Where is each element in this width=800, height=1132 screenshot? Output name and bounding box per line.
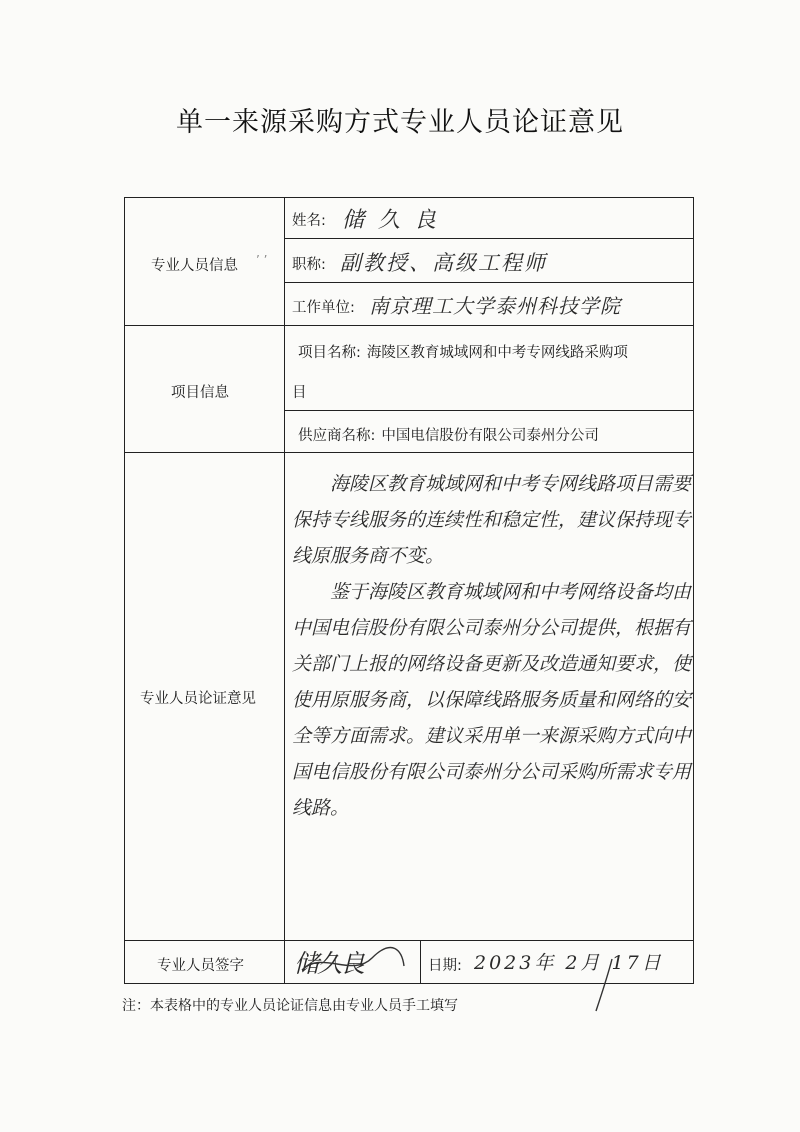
opinion-handwritten <box>292 466 692 826</box>
name-handwritten: 储久良 <box>342 208 451 233</box>
document-title: 单一来源采购方式专业人员论证意见 <box>176 107 624 138</box>
signature-handwritten: 储久良 <box>294 949 364 978</box>
name-label: 姓名: <box>292 213 326 229</box>
supplier-name-value: 中国电信股份有限公司泰州分公司 <box>381 428 599 444</box>
row-divider <box>284 410 694 411</box>
supplier-name-key: 供应商名称: <box>298 428 376 444</box>
title-handwritten: 副教授、高级工程师 <box>340 251 547 275</box>
work-unit-handwritten: 南京理工大学泰州科技学院 <box>369 294 621 318</box>
date-handwritten: 2023年 2月 17日 <box>474 952 664 974</box>
opinion-paragraph: 海陵区教育城域网和中考专网线路项目需要保持专线服务的连续性和稳定性，建议保持现专线原服务商不变。 <box>292 473 692 567</box>
row-divider <box>124 325 694 326</box>
column-divider <box>284 197 285 984</box>
date-label: 日期: <box>428 958 462 974</box>
row-divider <box>284 282 694 283</box>
footnote: 注：本表格中的专业人员论证信息由专业人员手工填写 <box>122 998 458 1014</box>
title-label: 职称: <box>292 257 326 273</box>
project-name-wrap: 目 <box>292 385 307 401</box>
supplier-row <box>298 424 599 445</box>
project-info-header: 项目信息 <box>171 385 229 401</box>
scan-specks: ’ ’ <box>256 253 268 267</box>
opinion-header: 专业人员论证意见 <box>140 691 256 707</box>
project-name-label <box>298 341 628 362</box>
row-divider <box>284 238 694 239</box>
row-divider <box>124 452 694 453</box>
column-divider <box>420 940 421 984</box>
signature-flourish <box>292 940 412 980</box>
expert-info-header: 专业人员信息 <box>151 258 238 274</box>
work-unit-label: 工作单位: <box>292 300 355 316</box>
project-name-value: 海陵区教育城域网和中考专网线路采购项 <box>366 345 628 361</box>
date-stroke <box>590 955 620 1015</box>
signature-header: 专业人员签字 <box>157 958 244 974</box>
opinion-paragraph: 鉴于海陵区教育城域网和中考网络设备均由中国电信股份有限公司泰州分公司提供，根据有关部门上报的网络设备更新及改造通知要求，使使用原服务商，以保障线路服务质量和网络的安全等方面需求。建议采用单一来源采购方式向中国电信股份有限公司泰州分公司采购所需求专用线路。 <box>292 581 692 819</box>
project-name-key: 项目名称: <box>298 345 361 361</box>
